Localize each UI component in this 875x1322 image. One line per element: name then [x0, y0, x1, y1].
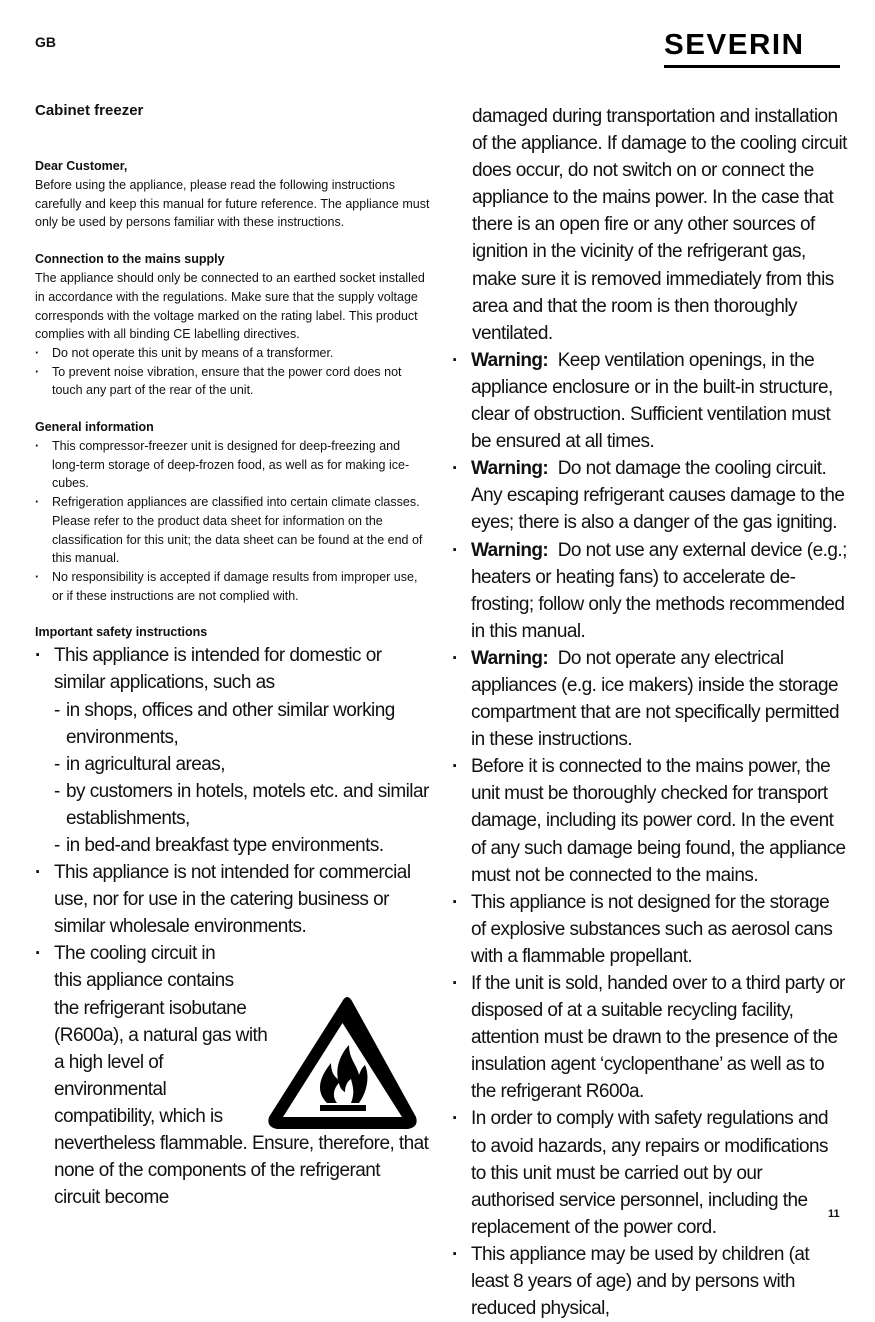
cooling-circuit-text: [54, 940, 269, 1130]
document-title: Cabinet freezer: [35, 102, 144, 119]
list-item: · This appliance is not designed for the storage of explosive substances such as aerosol cans with a flammable propellant.: [452, 889, 847, 970]
warning-text: Keep ventilation openings, in the appliance enclosure or in the built-in structure, clear of obstruction. Sufficient ventilation must be ensured at all times.: [471, 349, 833, 453]
mains-supply-heading: Connection to the mains supply: [35, 252, 225, 267]
warning-label: Warning:: [471, 349, 549, 371]
right-safety-list: [452, 347, 847, 1322]
text-line: this appliance contains: [54, 970, 234, 992]
text-line: compatibility, which is: [54, 1105, 223, 1127]
sub-list-item: - in shops, offices and other similar working environments,: [54, 697, 430, 751]
list-item: [452, 537, 847, 645]
sub-list-item: - in bed-and breakfast type environments.: [54, 832, 430, 859]
text-line: (R600a), a natural gas with: [54, 1024, 268, 1046]
list-item: · In order to comply with safety regulations and to avoid hazards, any repairs or modifications to this unit must be carried out by our authorised service personnel, including the replacement of the power cord.: [452, 1105, 847, 1240]
page-number: 11: [828, 1208, 840, 1220]
list-item: · Refrigeration appliances are classified into certain climate classes. Please refer to the product data sheet for information on the classification for this unit; the data sheet can be found at the end of this manual.: [35, 493, 430, 568]
safety-instructions-heading: Important safety instructions: [35, 625, 208, 640]
list-item: [35, 642, 430, 859]
list-item: · This appliance is not intended for commercial use, nor for use in the catering business or similar wholesale environments.: [35, 859, 430, 940]
mains-supply-list: [35, 344, 430, 400]
flame-icon: [265, 993, 420, 1135]
list-item: · This compressor-freezer unit is designed for deep-freezing and long-term storage of deep-frozen food, as well as for making ice-cubes.: [35, 437, 430, 493]
sub-list-item: - in agricultural areas,: [54, 751, 430, 778]
right-column: [452, 103, 847, 1322]
safety-item-intro: This appliance is intended for domestic or similar applications, such as: [54, 645, 382, 694]
warning-label: Warning:: [471, 647, 549, 669]
cooling-circuit-continuation: nevertheless flammable. Ensure, therefore, that none of the components of the refrigerant circuit become: [54, 1133, 429, 1209]
continuation-text: damaged during transportation and installation of the appliance. If damage to the cooling circuit does occur, do not switch on or connect the appliance to the mains power. In the case that there is an open fire or any other sources of ignition in the vicinity of the refrigerant gas, make sure it is removed immediately from this area and that the room is then thoroughly ventilated.: [472, 106, 847, 344]
sub-list-item: - by customers in hotels, motels etc. and similar establishments,: [54, 778, 430, 832]
list-item: [452, 455, 847, 536]
mains-supply-text: The appliance should only be connected to an earthed socket installed in accordance with the regulations. Make sure that the supply voltage corresponds with the voltage marked on the rating label. This product complies with all binding CE labelling directives.: [35, 271, 425, 342]
text-line: The cooling circuit in: [54, 943, 216, 965]
dear-customer-heading: Dear Customer,: [35, 159, 128, 173]
list-item: · To prevent noise vibration, ensure that the power cord does not touch any part of the rear of the unit.: [35, 363, 430, 400]
language-code: GB: [35, 34, 56, 50]
severin-logo: [664, 30, 840, 68]
list-item: · Do not operate this unit by means of a transformer.: [35, 344, 430, 363]
general-information-heading: General information: [35, 420, 154, 435]
list-item: · Before it is connected to the mains power, the unit must be thoroughly checked for transport damage, including its power cord. In the event of any such damage being found, the appliance must not be connected to the mains.: [452, 753, 847, 888]
warning-label: Warning:: [471, 458, 549, 480]
list-item: · This appliance may be used by children (at least 8 years of age) and by persons with reduced physical,: [452, 1241, 847, 1322]
logo-underline: [664, 65, 840, 68]
list-item: [452, 347, 847, 455]
applications-sublist: [54, 697, 430, 860]
logo-text: SEVERIN: [664, 29, 805, 61]
warning-text: Do not damage the cooling circuit. Any escaping refrigerant causes damage to the eyes; there is also a danger of the gas igniting.: [471, 458, 845, 534]
text-line: a high level of environmental: [54, 1051, 167, 1100]
list-item: · No responsibility is accepted if damage results from improper use, or if these instructions are not complied with.: [35, 568, 430, 605]
general-information-list: [35, 437, 430, 605]
flammable-warning-sign: [265, 993, 420, 1135]
warning-text: Do not use any external device (e.g.; heaters or heating fans) to accelerate de-frosting; follow only the methods recommended in this manual.: [471, 539, 847, 642]
text-line: the refrigerant isobutane: [54, 997, 247, 1019]
warning-label: Warning:: [471, 539, 549, 561]
list-item: [452, 645, 847, 753]
dear-customer-text: Before using the appliance, please read the following instructions carefully and keep this manual for future reference. The appliance must only be used by persons familiar with these instructions.: [35, 178, 430, 230]
list-item: · If the unit is sold, handed over to a third party or disposed of at a suitable recycling facility, attention must be drawn to the presence of the insulation agent ‘cyclopenthane’ as well as to the refrigerant R600a.: [452, 970, 847, 1105]
warning-text: Do not operate any electrical appliances (e.g. ice makers) inside the storage compartment that are not specifically permitted in these instructions.: [471, 647, 840, 751]
